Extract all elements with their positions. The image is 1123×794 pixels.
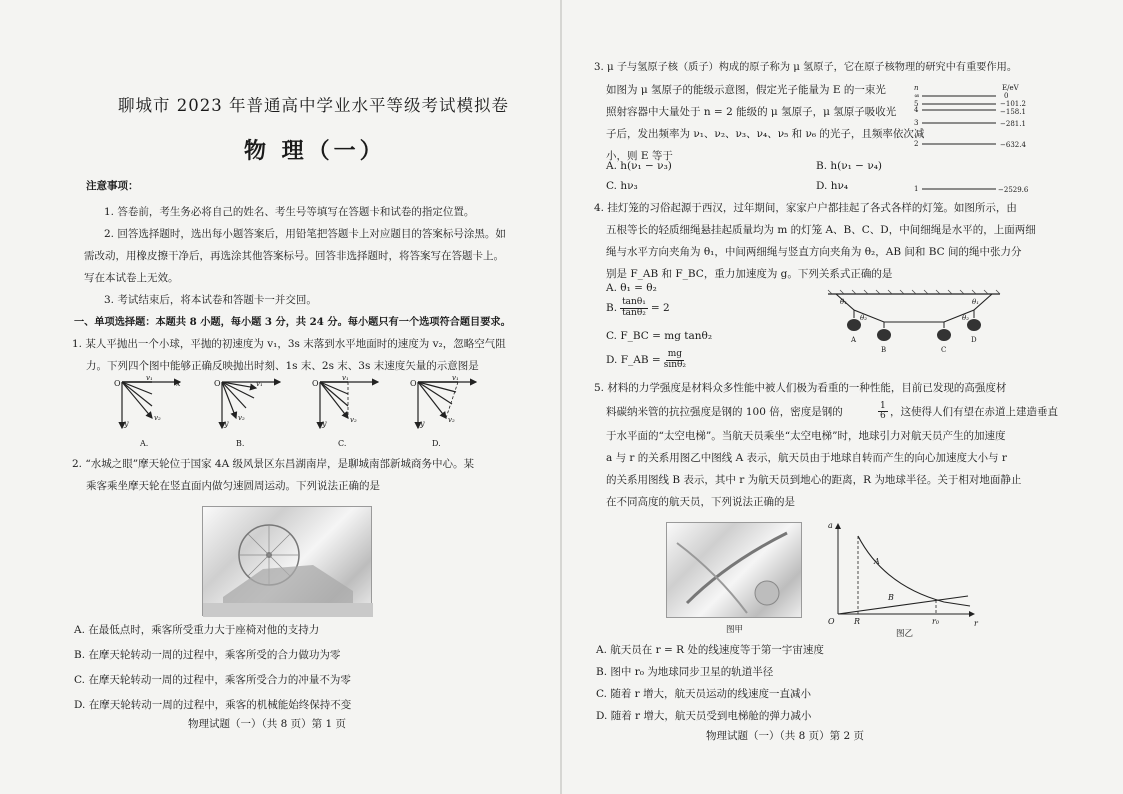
q3-option-d: D. hν₄ [816, 180, 849, 192]
exam-title: 聊城市 2023 年普通高中学业水平等级考试模拟卷 [118, 96, 509, 115]
svg-text:−158.1: −158.1 [1000, 108, 1026, 116]
q4-line-1: 4. 挂灯笼的习俗起源于西汉，过年期间，家家户户都挂起了各式各样的灯笼。如图所示，由 [594, 202, 1017, 214]
page-2 [562, 0, 1123, 794]
q1-line-2: 力。下列四个图中能够正确反映抛出时刻、1s 末、2s 末、3s 末速度矢量的示意图是 [86, 360, 479, 372]
svg-text:4: 4 [914, 106, 919, 114]
lantern-figure [824, 288, 1004, 356]
q5-line-2b: ，这使得人们有望在赤道上建造垂直 [890, 406, 1058, 418]
q1-figures [100, 372, 520, 454]
q1-label-c: C. [338, 439, 347, 448]
energy-level-diagram [912, 80, 1042, 198]
svg-text:y: y [420, 419, 425, 428]
q5-line-4: a 与 r 的关系用图乙中图线 A 表示，航天员由于地球自转而产生的向心加速度大小与 r [606, 452, 1007, 464]
q4-line-4: 别是 F_AB 和 F_BC，重力加速度为 g。下列关系式正确的是 [606, 268, 893, 280]
lantern-b [877, 329, 891, 341]
note-line-5: 3. 考试结束后，将本试卷和答题卡一并交回。 [104, 294, 317, 306]
q3-line-4: 子后，发出频率为 ν₁、ν₂、ν₃、ν₄、ν₅ 和 ν₆ 的光子，且频率依次减 [606, 128, 925, 140]
subject-title: 物 理（一） [244, 138, 386, 164]
svg-text:O: O [312, 379, 319, 388]
graph-r0-label: r₀ [932, 617, 940, 626]
q1-label-d: D. [432, 439, 441, 448]
svg-text:v₂: v₂ [154, 414, 161, 422]
graph-a-label: a [828, 521, 833, 530]
q1-label-a: A. [140, 439, 149, 448]
q3-option-a: A. h(ν₁ − ν₃) [606, 160, 672, 172]
theta1-left: θ₁ [840, 298, 848, 306]
svg-text:−2529.6: −2529.6 [998, 186, 1029, 194]
q3-line-2: 如图为 μ 氢原子的能级示意图，假定光子能量为 E 的一束光 [606, 84, 886, 96]
q3-option-c: C. hν₃ [606, 180, 638, 192]
svg-text:0: 0 [1004, 92, 1009, 100]
q1-line-1: 1. 某人平抛出一个小球，平抛的初速度为 v₁，3s 末落到水平地面时的速度为 v₂，忽略空气阻 [72, 338, 506, 350]
q4-option-d-fraction: $\frac{mg}{\text{sinθ₂}}$ [663, 349, 687, 370]
q2-option-d: D. 在摩天轮转动一周的过程中，乘客的机械能始终保持不变 [74, 699, 352, 711]
ferris-wheel-photo [202, 506, 372, 616]
lantern-label-c: C [941, 346, 947, 354]
lantern-label-a: A [851, 336, 857, 344]
q3-option-b: B. h(ν₁ − ν₄) [816, 160, 883, 172]
q3-line-3: 照射容器中大量处于 n = 2 能级的 μ 氢原子，μ 氢原子吸收光 [606, 106, 897, 118]
q5-line-5: 的关系用图线 B 表示，其中 r 为航天员到地心的距离，R 为地球半径。关于相对地面静止 [606, 474, 1022, 486]
note-line-3: 需改动，用橡皮擦干净后，再选涂其他答案标号。回答非选择题时，将答案写在答题卡上。 [84, 250, 504, 262]
graph-r-label: r [974, 619, 978, 628]
space-elevator-photo [666, 522, 802, 618]
ferris-wheel-illustration [203, 507, 373, 617]
svg-text:−101.2: −101.2 [1000, 100, 1026, 108]
lantern-label-b: B [881, 346, 887, 354]
graph-R-label: R [854, 617, 861, 626]
svg-text:y: y [224, 419, 229, 428]
q3-line-5: 小，则 E 等于 [606, 150, 673, 162]
note-line-4: 写在本试卷上无效。 [84, 272, 179, 284]
q1-figure-a [114, 374, 181, 448]
q5-line-3: 于水平面的“太空电梯”。当航天员乘坐“太空电梯”时，地球引力对航天员产生的加速度 [606, 430, 1006, 442]
q1-figure-c [312, 374, 378, 448]
q5-line-2a: 料碳纳米管的抗拉强度是钢的 100 倍，密度是钢的 [606, 406, 843, 418]
svg-text:O: O [214, 379, 221, 388]
graph-origin: O [828, 617, 835, 626]
svg-text:1: 1 [914, 185, 919, 193]
svg-text:∞: ∞ [914, 92, 920, 100]
energy-n-label: n [914, 84, 919, 92]
svg-text:2: 2 [914, 140, 919, 148]
svg-text:−281.1: −281.1 [1000, 120, 1026, 128]
q4-line-3: 绳与水平方向夹角为 θ₁，中间两细绳与竖直方向夹角为 θ₂，AB 间和 BC 间的绳中张力分 [606, 246, 1022, 258]
theta1-right: θ₁ [972, 298, 980, 306]
q2-line-1: 2. “水城之眼”摩天轮位于国家 4A 级风景区东昌湖南岸，是聊城南部新城商务中心。某 [72, 458, 475, 470]
q5-option-b: B. 图中 r₀ 为地球同步卫星的轨道半径 [596, 666, 774, 678]
svg-text:v₂: v₂ [448, 416, 455, 424]
svg-text:y: y [322, 419, 327, 428]
energy-level-5 [914, 100, 1026, 108]
q4-option-a: A. θ₁ = θ₂ [606, 282, 657, 294]
energy-level-2 [914, 140, 1026, 149]
notes-heading: 注意事项： [86, 180, 139, 192]
q2-option-a: A. 在最低点时，乘客所受重力大于座椅对他的支持力 [74, 624, 320, 636]
section-heading: 一、单项选择题：本题共 8 小题，每小题 3 分，共 24 分。每小题只有一个选项符合题目要求。 [74, 316, 511, 328]
energy-level-3 [914, 119, 1026, 128]
q5-option-d: D. 随着 r 增大，航天员受到电梯舱的弹力减小 [596, 710, 812, 722]
q4-option-c: C. F_BC = mg tanθ₂ [606, 330, 713, 342]
svg-text:5: 5 [914, 100, 919, 108]
q5-fraction: 1 6 [880, 401, 886, 422]
lantern-d [967, 319, 981, 331]
energy-unit-label: E/eV [1002, 84, 1019, 92]
line-b-label: B [888, 593, 894, 602]
note-line-1: 1. 答卷前，考生务必将自己的姓名、考生号等填写在答题卡和试卷的指定位置。 [104, 206, 475, 218]
svg-text:O: O [410, 379, 417, 388]
theta2-left: θ₂ [860, 314, 868, 322]
curve-a [858, 536, 970, 606]
page-2-footer: 物理试题（一）（共 8 页）第 2 页 [706, 730, 864, 742]
space-elevator-illustration [667, 523, 803, 619]
q4-option-b-fraction: $\frac{\text{tanθ₁}}{\text{tanθ₂}}$ [622, 297, 646, 318]
q2-option-b: B. 在摩天轮转动一周的过程中，乘客所受的合力做功为零 [74, 649, 341, 661]
page-1 [0, 0, 560, 794]
svg-text:−632.4: −632.4 [1000, 141, 1026, 149]
q1-a-origin: O [114, 379, 121, 388]
q1-figure-d [410, 374, 476, 448]
q1-label-b: B. [236, 439, 245, 448]
page-1-footer: 物理试题（一）（共 8 页）第 1 页 [188, 718, 346, 730]
q2-line-2: 乘客乘坐摩天轮在竖直面内做匀速圆周运动。下列说法正确的是 [86, 480, 380, 492]
lantern-c [937, 329, 951, 341]
note-line-2: 2. 回答选择题时，选出每小题答案后，用铅笔把答题卡上对应题目的答案标号涂黑。如 [104, 228, 506, 240]
energy-level-1 [914, 185, 1029, 194]
figure-yi-caption: 图乙 [896, 629, 914, 639]
q4-line-2: 五根等长的轻质细绳悬挂起质量均为 m 的灯笼 A、B、C、D，中间细绳是水平的，上面两细 [606, 224, 1036, 236]
q5-line-1: 5. 材料的力学强度是材料众多性能中被人们极为看重的一种性能，目前已发现的高强度材 [594, 382, 1007, 394]
acceleration-graph [824, 516, 988, 632]
q5-line-6: 在不同高度的航天员，下列说法正确的是 [606, 496, 795, 508]
q1-figure-b [214, 379, 280, 448]
svg-text:3: 3 [914, 119, 919, 127]
svg-text:x: x [176, 379, 181, 388]
theta2-right: θ₂ [962, 314, 970, 322]
svg-text:y: y [124, 419, 129, 428]
energy-level-inf [914, 92, 1008, 100]
svg-text:v₁: v₁ [146, 374, 153, 382]
curve-a-label: A [874, 557, 880, 566]
q5-option-a: A. 航天员在 r = R 处的线速度等于第一宇宙速度 [596, 644, 824, 656]
figure-jia-caption: 图甲 [726, 625, 744, 635]
q4-option-d: D. F_AB = $\frac{mg}{\text{sinθ₂}}$ [606, 349, 687, 370]
lantern-label-d: D [971, 336, 977, 344]
q4-option-b: B. $\frac{\text{tanθ₁}}{\text{tanθ₂}}$ = 2 [606, 297, 670, 318]
q5-option-c: C. 随着 r 增大，航天员运动的线速度一直减小 [596, 688, 812, 700]
q3-line-1: 3. μ 子与氢原子核（质子）构成的原子称为 μ 氢原子，它在原子核物理的研究中有重要作用。 [594, 62, 1018, 73]
svg-text:v₁: v₁ [452, 374, 459, 382]
energy-level-4 [914, 106, 1026, 116]
svg-text:v₁: v₁ [256, 380, 263, 388]
line-b [838, 596, 968, 614]
svg-text:v₂: v₂ [350, 416, 357, 424]
lantern-a [847, 319, 861, 331]
svg-text:v₂: v₂ [238, 414, 245, 422]
q2-option-c: C. 在摩天轮转动一周的过程中，乘客所受合力的冲量不为零 [74, 674, 351, 686]
svg-text:v₁: v₁ [342, 374, 349, 382]
